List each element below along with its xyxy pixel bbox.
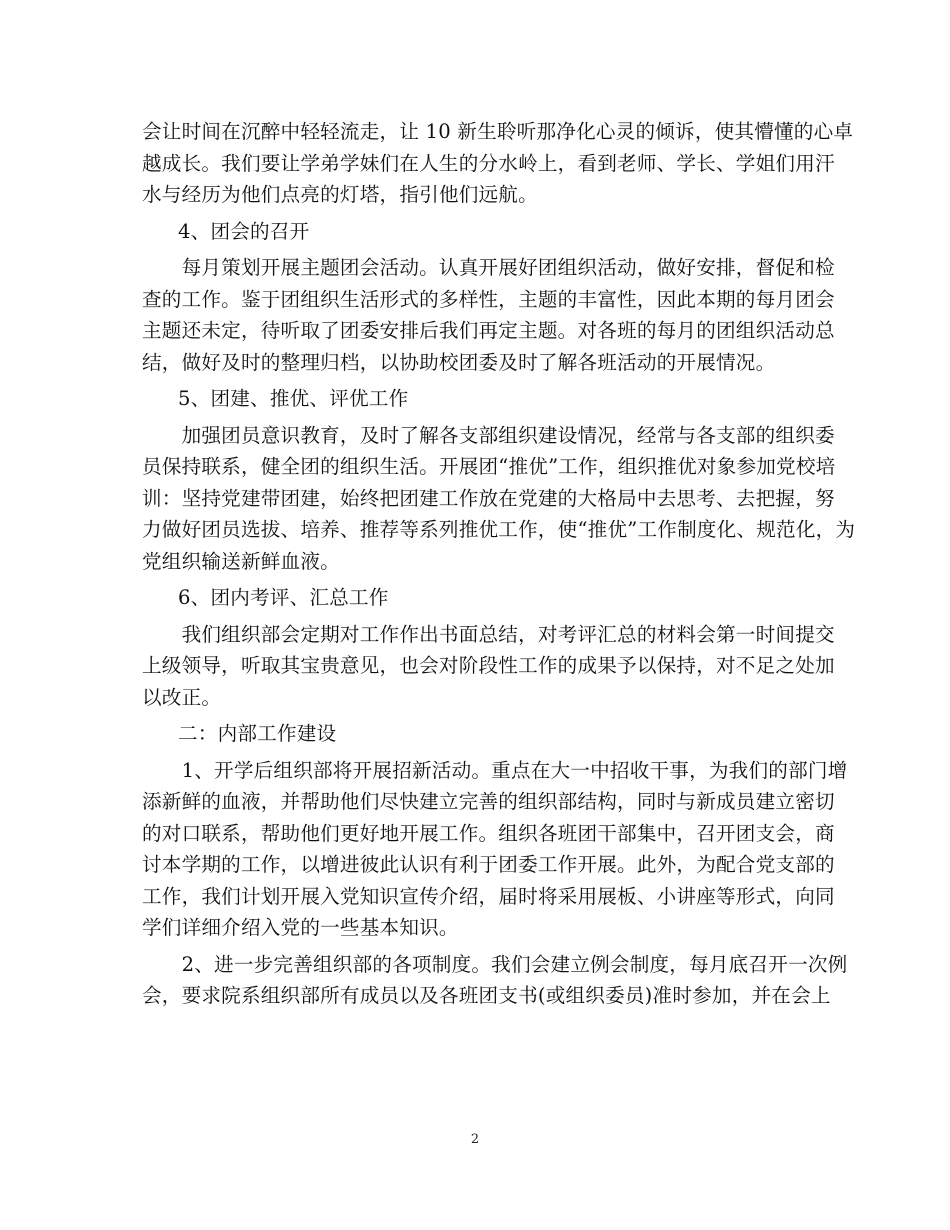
text-line: 我们组织部会定期对工作作出书面总结，对考评汇总的材料会第一时间提交 [142, 622, 835, 646]
body-paragraph [142, 420, 856, 578]
text-line: 主题还未定，待听取了团委安排后我们再定主题。对各班的每月的团组织活动总 [142, 319, 835, 342]
text-line: 越成长。我们要让学弟学妹们在人生的分水岭上，看到老师、学长、学姐们用汗 [142, 151, 835, 175]
text-line: 1、开学后组织部将开展招新活动。重点在大一中招收干事，为我们的部门增 [142, 758, 848, 782]
body-paragraph [142, 755, 848, 944]
body-paragraph [142, 949, 848, 1012]
text-line: 讨本学期的工作，以增进彼此认识有利于团委工作开展。此外，为配合党支部的 [142, 853, 835, 876]
text-line: 学们详细介绍入党的一些基本知识。 [142, 916, 459, 939]
text-line: 二：内部工作建设 [178, 722, 337, 745]
section-heading [142, 383, 814, 415]
text-line: 5、团建、推优、评优工作 [178, 387, 409, 410]
text-line: 加强团员意识教育，及时了解各支部组织建设情况，经常与各支部的组织委 [142, 423, 835, 447]
text-line: 4、团会的召开 [178, 219, 310, 243]
text-line: 添新鲜的血液，并帮助他们尽快建立完善的组织部结构，同时与新成员建立密切 [142, 790, 835, 813]
page-number: 2 [470, 1132, 480, 1147]
text-line: 党组织输送新鲜血液。 [142, 549, 340, 573]
text-line: 会让时间在沉醉中轻轻流走，让 10 新生聆听那净化心灵的倾诉，使其懵懂的心卓 [142, 120, 854, 143]
text-line: 员保持联系，健全团的组织生活。开展团“推优”工作，组织推优对象参加党校培 [142, 455, 836, 478]
body-paragraph [142, 116, 854, 211]
text-line: 上级领导，听取其宝贵意见，也会对阶段性工作的成果予以保持，对不足之处加 [142, 654, 835, 677]
section-heading [142, 718, 814, 750]
section-heading [142, 582, 814, 614]
text-line: 每月策划开展主题团会活动。认真开展好团组织活动，做好安排，督促和检 [142, 256, 835, 279]
text-line: 的对口联系，帮助他们更好地开展工作。组织各班团干部集中，召开团支会，商 [142, 821, 835, 845]
text-line: 训：坚持党建带团建，始终把团建工作放在党建的大格局中去思考、去把握，努 [142, 486, 835, 510]
text-line: 6、团内考评、汇总工作 [178, 586, 389, 609]
text-line: 以改正。 [142, 685, 222, 709]
body-paragraph [142, 619, 835, 714]
text-line: 查的工作。鉴于团组织生活形式的多样性，主题的丰富性，因此本期的每月团会 [142, 287, 835, 311]
text-line: 水与经历为他们点亮的灯塔，指引他们远航。 [142, 183, 538, 206]
text-line: 会，要求院系组织部所有成员以及各班团支书(或组织委员)准时参加，并在会上 [142, 984, 831, 1007]
text-line: 力做好团员选拔、培养、推荐等系列推优工作，使“推优”工作制度化、规范化，为 [142, 518, 856, 541]
section-heading [142, 216, 814, 248]
body-paragraph [142, 252, 835, 378]
text-line: 2、进一步完善组织部的各项制度。我们会建立例会制度，每月底召开一次例 [142, 952, 848, 976]
document-body [142, 116, 856, 1012]
text-line: 结，做好及时的整理归档，以协助校团委及时了解各班活动的开展情况。 [142, 350, 776, 374]
text-line: 工作，我们计划开展入党知识宣传介绍，届时将采用展板、小讲座等形式，向同 [142, 884, 835, 908]
